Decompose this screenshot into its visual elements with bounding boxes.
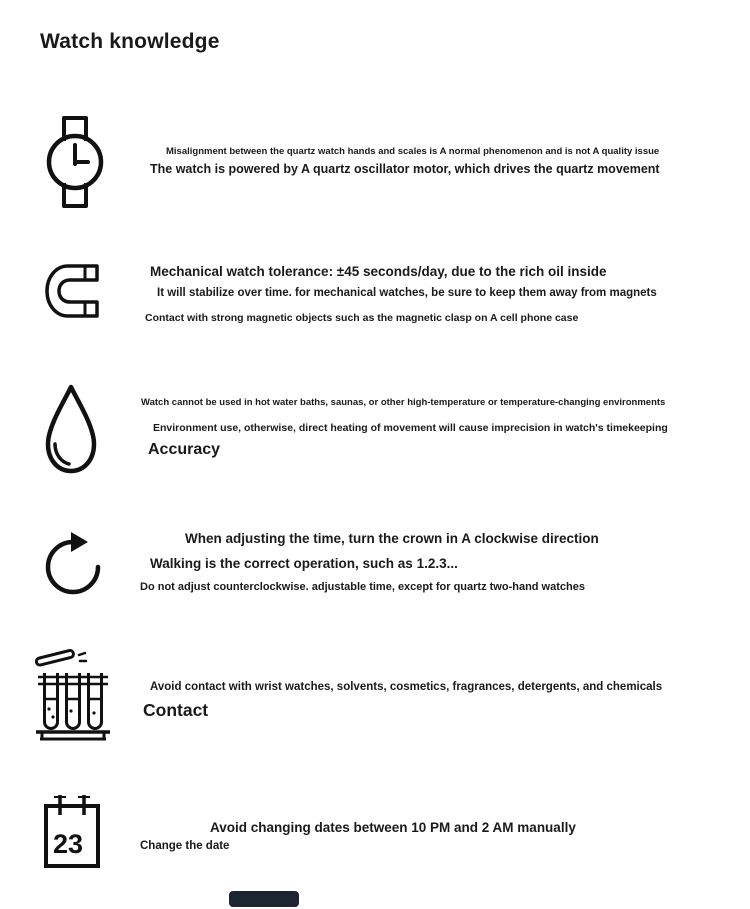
note-line: When adjusting the time, turn the crown in A clockwise direction xyxy=(185,531,599,546)
note-line: Avoid changing dates between 10 PM and 2 AM manually xyxy=(210,820,576,835)
page-title: Watch knowledge xyxy=(40,30,220,53)
note-line: Walking is the correct operation, such as 1.2.3... xyxy=(150,556,458,571)
note-line: It will stabilize over time. for mechanical watches, be sure to keep them away from magnets xyxy=(157,287,657,299)
calendar-day-number: 23 xyxy=(53,829,84,859)
note-line: Misalignment between the quartz watch hands and scales is A normal phenomenon and is not A quality issue xyxy=(166,146,660,157)
section-heading: Contact xyxy=(143,700,209,720)
page-end-marker xyxy=(229,891,299,907)
calendar-icon xyxy=(40,789,104,872)
note-line: Do not adjust counterclockwise. adjustable time, except for quartz two-hand watches xyxy=(140,581,585,593)
note-line: Change the date xyxy=(140,840,230,852)
note-line: Environment use, otherwise, direct heating of movement will cause imprecision in watch's timekeeping xyxy=(153,422,668,434)
clockwise-arrow-icon xyxy=(42,520,104,598)
section-heading: Accuracy xyxy=(148,441,221,458)
note-line: Contact with strong magnetic objects such as the magnetic clasp on A cell phone case xyxy=(145,312,579,324)
magnet-icon xyxy=(42,260,100,322)
note-line: Mechanical watch tolerance: ±45 seconds/day, due to the rich oil inside xyxy=(150,264,607,279)
water-drop-icon xyxy=(42,380,100,478)
test-tubes-icon xyxy=(34,643,112,743)
note-line: Watch cannot be used in hot water baths, saunas, or other high-temperature or temperature-changing environments xyxy=(141,397,666,408)
wristwatch-icon xyxy=(44,112,106,212)
note-line: The watch is powered by A quartz oscillator motor, which drives the quartz movement xyxy=(150,162,660,176)
note-line: Avoid contact with wrist watches, solvents, cosmetics, fragrances, detergents, and chemicals xyxy=(150,681,663,693)
